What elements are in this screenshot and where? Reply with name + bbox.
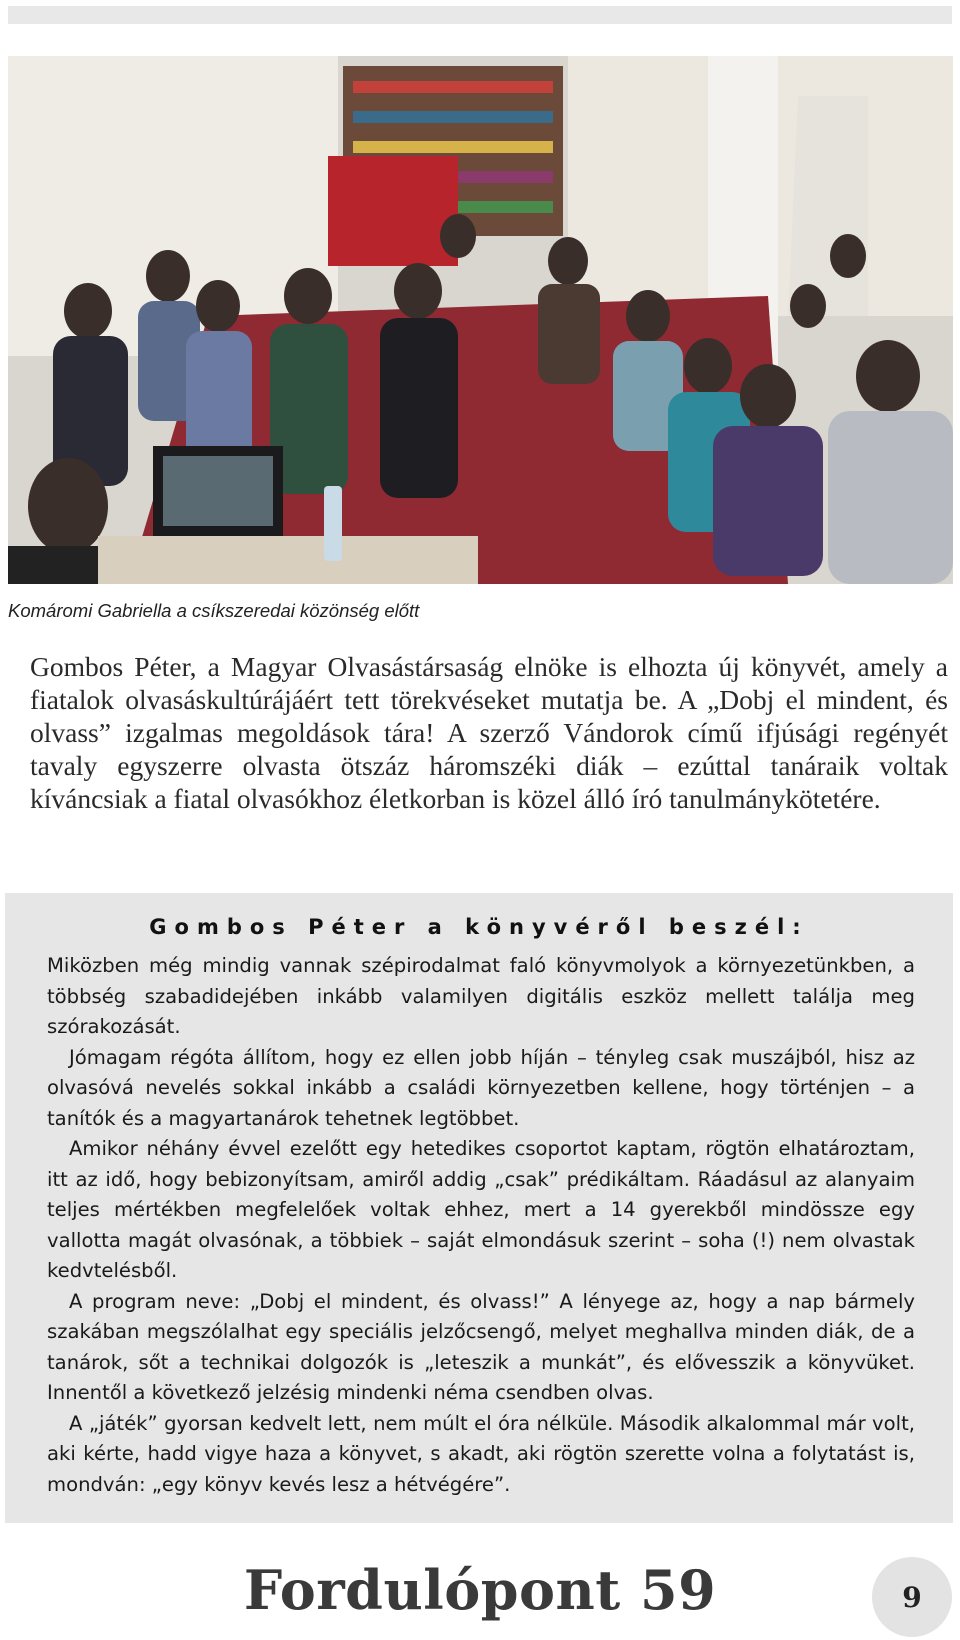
page-number-badge: [872, 1557, 952, 1637]
audience-photo: [8, 56, 953, 584]
page-number: 9: [902, 1580, 922, 1614]
box-paragraph: Miközben még mindig vannak szépirodalmat faló könyvmolyok a környezetünkben, a többség szabadidejében inkább valamilyen digitális eszköz mellett találja meg szórakozását.: [47, 954, 915, 1038]
photo-caption: Komáromi Gabriella a csíkszeredai közönség előtt: [8, 600, 420, 621]
sidebar-box: [5, 893, 953, 1523]
box-paragraph: Jómagam régóta állítom, hogy ez ellen jobb híján – tényleg csak muszájból, hisz az olvasóvá nevelés sokkal inkább a családi környezetben kellene, hogy történjen – a tanítók és a magyartanárok tehetnek legtöbbet.: [47, 1045, 915, 1130]
sidebar-box-title: Gombos Péter a könyvéről beszél:: [149, 915, 809, 939]
box-paragraph: Amikor néhány évvel ezelőtt egy hetedikes csoportot kaptam, rögtön elhatároztam, itt az idő, hogy bebizonyítsam, amiről addig „csak” prédikáltam. Ráadásul az alanyaim teljes mértékben megfelelőek voltak ehhez, mert a 14 gyerekből mindössze egy vallotta magát olvasónak, a többiek – saját elmondásuk szerint – soha (!) nem olvastak kedvtelésből.: [47, 1137, 915, 1282]
lead-paragraph: Gombos Péter, a Magyar Olvasástársaság elnöke is elhozta új könyvét, amely a fiatalok olvasáskultúrájáért tett törekvéseket mutatja be. A „Dobj el mindent, és olvass” izgalmas megoldások tára! A szerző Vándorok című ifjúsági regényét tavaly egyszerre olvasta ötszáz háromszéki diák – ezúttal tanáraik voltak kíváncsiak a fiatal olvasókhoz életkorban is közel álló író tanulmánykötetére.: [30, 651, 948, 814]
magazine-title: Fordulópont 59: [243, 1558, 717, 1622]
audience-photo-illustration: [8, 56, 953, 584]
page-top-band: [8, 6, 952, 24]
box-paragraph: A program neve: „Dobj el mindent, és olvass!” A lényege az, hogy a nap bármely szakában megszólalhat egy speciális jelzőcsengő, melyet meghallva minden diák, de a tanárok, sőt a technikai dolgozók is „leteszik a munkát”, és elővesszik a könyvüket. Innentől a következő jelzésig mindenki néma csendben olvas.: [47, 1289, 915, 1404]
sidebar-box-body: [47, 951, 915, 1500]
box-paragraph: A „játék” gyorsan kedvelt lett, nem múlt el óra nélküle. Második alkalommal már volt, aki kérte, hadd vigye haza a könyvet, s akadt, aki rögtön szerette volna a folytatást is, mondván: „egy könyv kevés lesz a hétvégére”.: [47, 1411, 915, 1496]
